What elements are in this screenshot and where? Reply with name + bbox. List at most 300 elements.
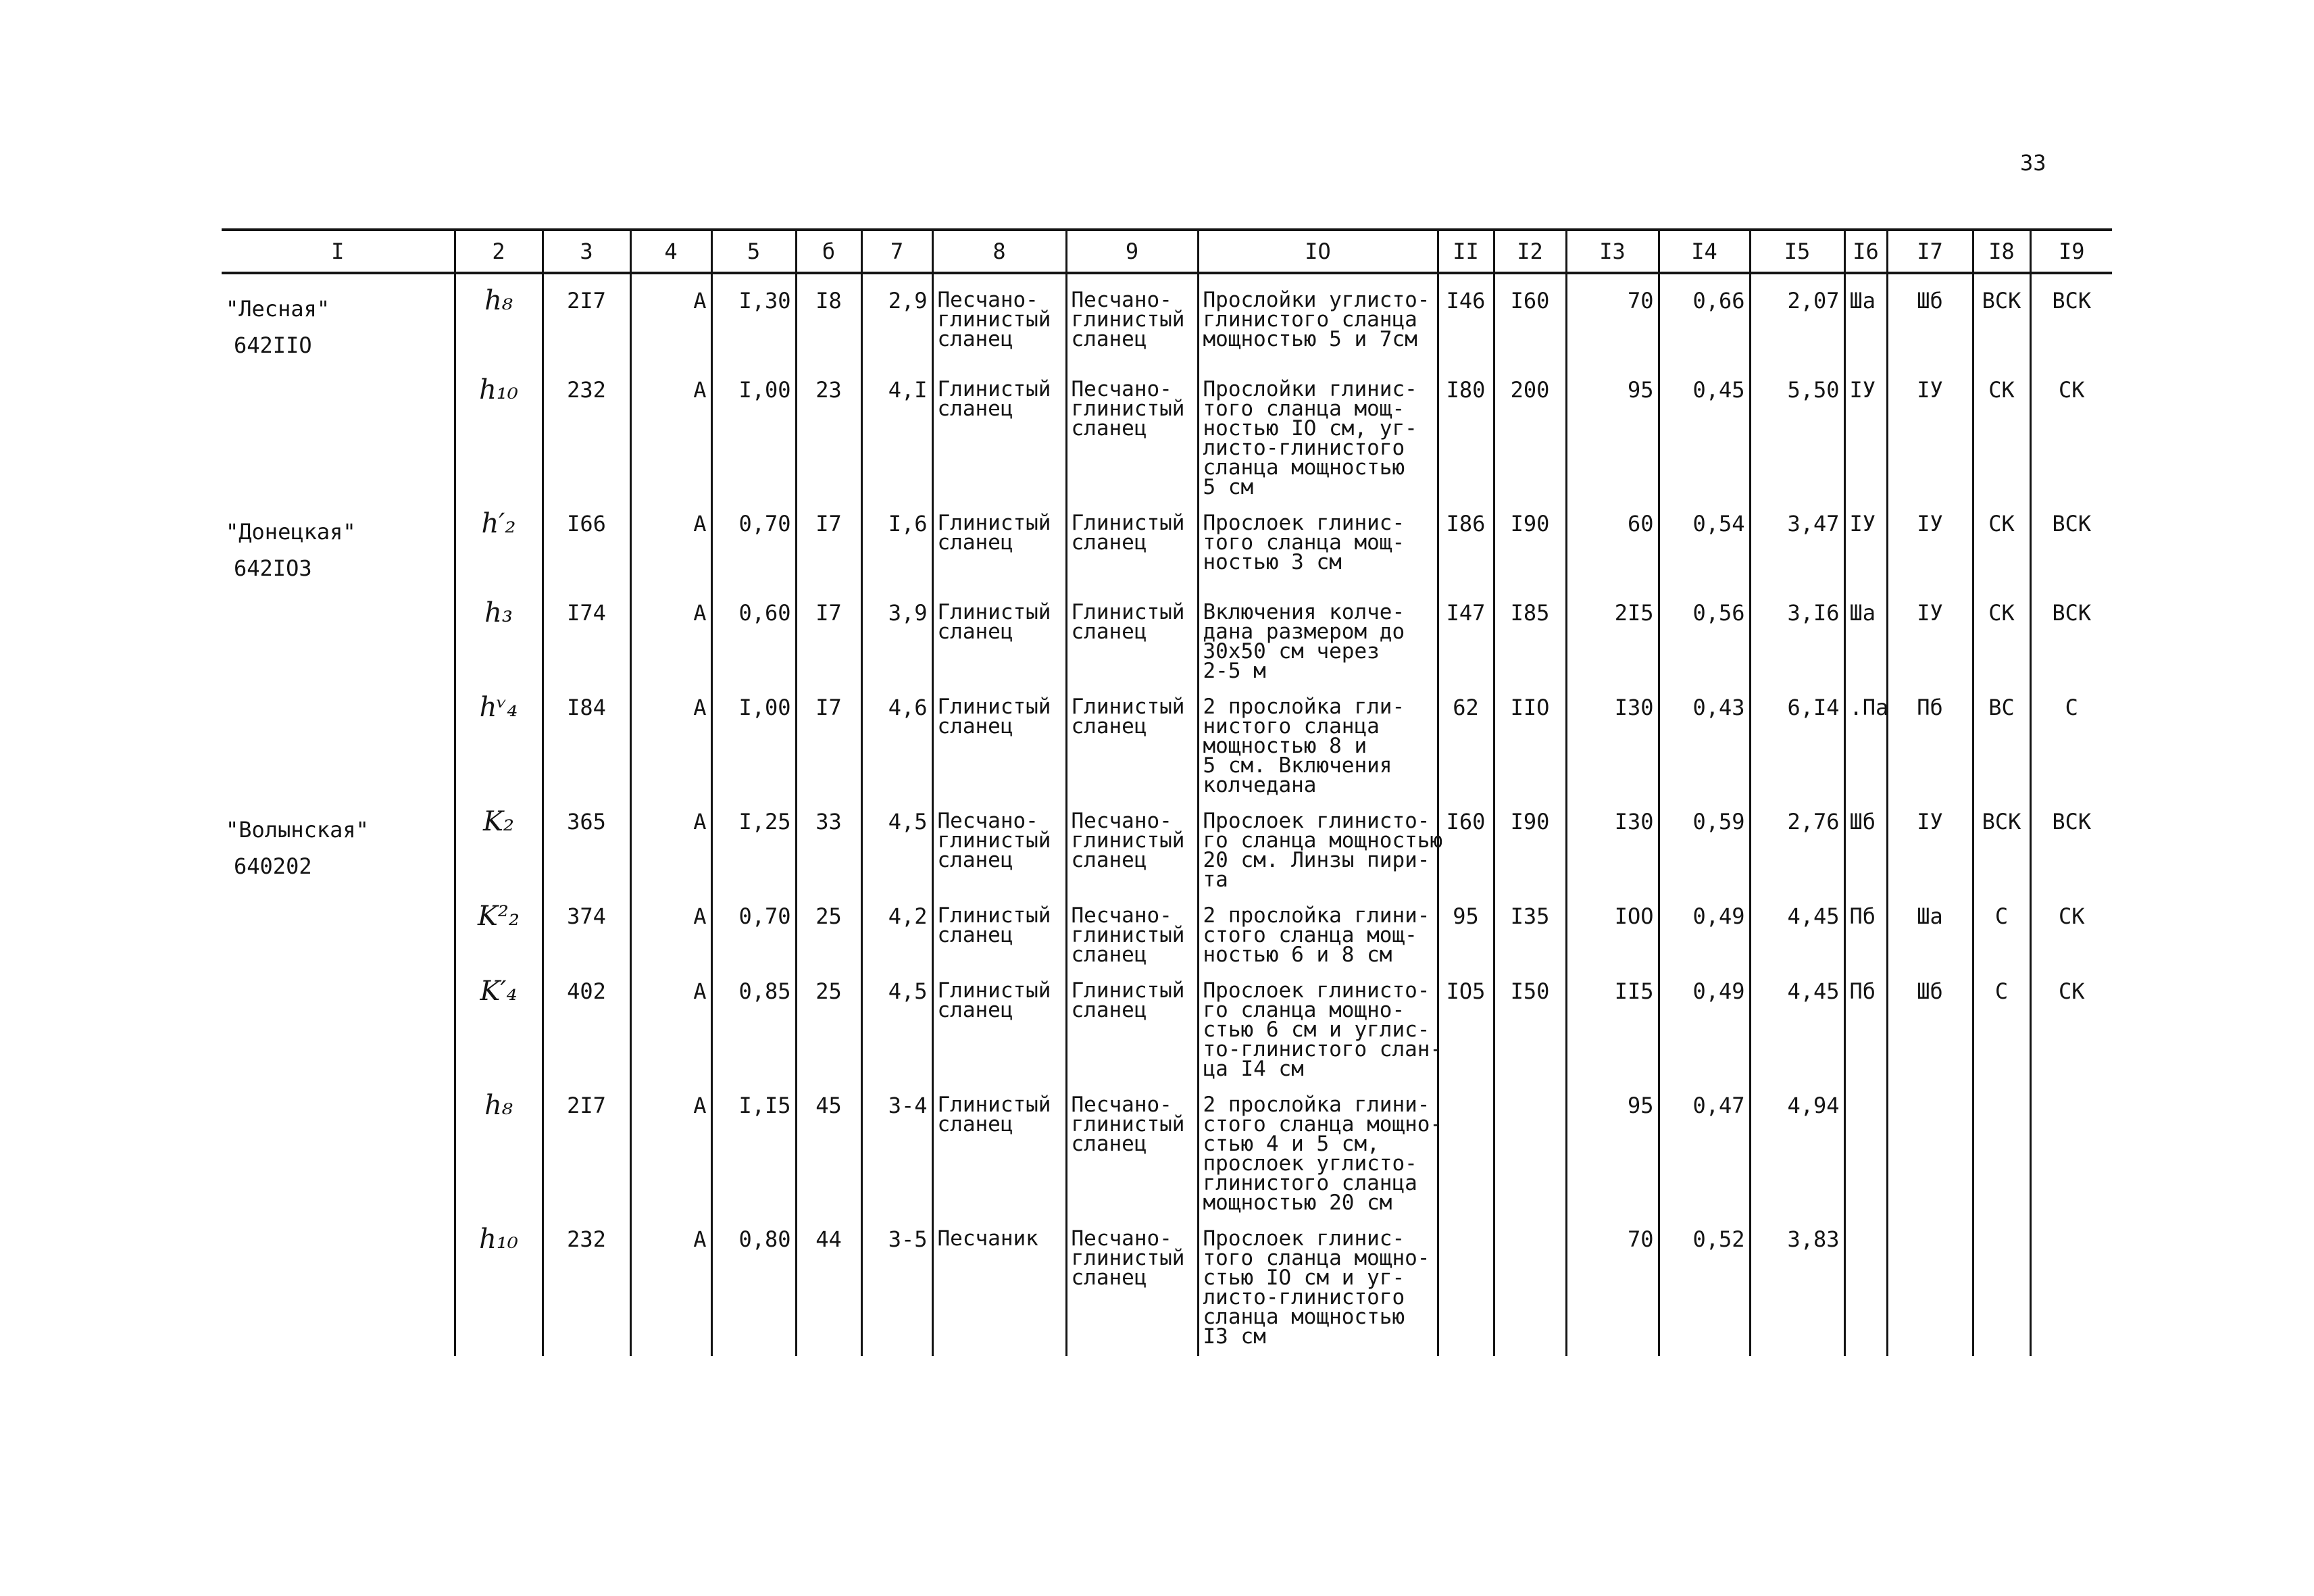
table-row (222, 681, 2112, 795)
note-text-line: то-глинистого слан- (1203, 1037, 1443, 1062)
category-value: A (630, 1079, 711, 1213)
note-text-line: 30x50 см через (1203, 639, 1380, 664)
angle-value: 25 (796, 965, 861, 1079)
note-text-line: та (1203, 868, 1228, 892)
floor-rock-line: Глинистый (1071, 511, 1185, 535)
table-row (222, 587, 2112, 681)
note-text-line: го сланца мощно- (1203, 998, 1405, 1022)
col14-value: 0,54 (1659, 497, 1750, 587)
thickness-value: I,I5 (711, 1079, 796, 1213)
col18-value: BCK (1973, 795, 2030, 890)
col12-value: I60 (1494, 273, 1566, 364)
category-value: A (630, 273, 711, 364)
seam-index: h′₂ (455, 497, 543, 587)
note-text (1198, 273, 1438, 364)
col17-value: Шб (1887, 965, 1973, 1079)
roof-rock-line: сланец (937, 923, 1013, 947)
note-text-line: глинистого сланца (1203, 307, 1417, 332)
table-row (222, 364, 2112, 497)
note-text (1198, 890, 1438, 965)
floor-rock (1066, 681, 1198, 795)
col11-value (1438, 1213, 1494, 1356)
col14-value: 0,56 (1659, 587, 1750, 681)
note-text (1198, 1079, 1443, 1215)
depth-value: 232 (543, 364, 630, 497)
col12-value: I90 (1494, 497, 1566, 587)
category-value: A (630, 497, 711, 587)
mine-cell (222, 273, 455, 364)
col-header: 4 (630, 230, 711, 273)
depth-value: I66 (543, 497, 630, 587)
note-text-line: Прослоек глинис- (1203, 1226, 1405, 1251)
floor-rock-line: сланец (1071, 943, 1147, 967)
col13-value: 70 (1566, 1213, 1659, 1356)
table-row (222, 1079, 2112, 1213)
floor-rock-line: глинистый (1071, 828, 1185, 853)
note-text-line: того сланца мощ- (1203, 530, 1405, 555)
angle-value: I8 (796, 273, 861, 364)
col17-value: IУ (1887, 364, 1973, 497)
col15-value: 6,I4 (1750, 681, 1844, 795)
col19-value: BCK (2030, 795, 2112, 890)
note-text-line: мощностью 20 см (1203, 1191, 1392, 1215)
note-text-line: стого сланца мощно- (1203, 1112, 1443, 1137)
col-header: 2 (455, 230, 543, 273)
roof-rock-line: глинистый (937, 307, 1051, 332)
col-header: I (222, 230, 455, 273)
col17-value (1887, 1079, 1973, 1213)
col13-value: 95 (1566, 1079, 1659, 1213)
col15-value: 3,I6 (1750, 587, 1844, 681)
category-value: A (630, 587, 711, 681)
category-value: A (630, 1213, 711, 1356)
floor-rock-line: Глинистый (1071, 695, 1185, 719)
floor-rock-line: Песчано- (1071, 1226, 1172, 1251)
floor-rock-line: Песчано- (1071, 377, 1172, 401)
coef-value: 3-5 (861, 1213, 932, 1356)
mine-cell (222, 795, 455, 890)
floor-rock-line: сланец (1071, 620, 1147, 644)
floor-rock-line: Глинистый (1071, 600, 1185, 624)
mine-cell (222, 965, 455, 1079)
col14-value: 0,49 (1659, 890, 1750, 965)
category-value: A (630, 965, 711, 1079)
note-text-line: того сланца мощ- (1203, 397, 1405, 421)
note-text (1198, 497, 1438, 587)
note-text (1198, 795, 1443, 892)
col11-value: I80 (1438, 364, 1494, 497)
depth-value: 374 (543, 890, 630, 965)
col16-value: IУ (1844, 497, 1887, 587)
mine-cell (222, 364, 455, 497)
depth-value: I74 (543, 587, 630, 681)
col16-value: Шб (1844, 795, 1887, 890)
coef-value: 2,9 (861, 273, 932, 364)
floor-rock-line: Глинистый (1071, 978, 1185, 1003)
note-text-line: 5 см (1203, 475, 1254, 499)
floor-rock-line: Песчано- (1071, 903, 1172, 928)
angle-value: 23 (796, 364, 861, 497)
col-header: 9 (1066, 230, 1198, 273)
note-text-line: прослоек углисто- (1203, 1151, 1417, 1176)
coef-value: 3-4 (861, 1079, 932, 1213)
col11-value: 62 (1438, 681, 1494, 795)
roof-rock-line: сланец (937, 327, 1013, 351)
depth-value: 402 (543, 965, 630, 1079)
note-text-line: листо-глинистого (1203, 436, 1405, 460)
floor-rock (1066, 497, 1198, 587)
note-text-line: мощностью 5 и 7см (1203, 327, 1417, 351)
col11-value: 95 (1438, 890, 1494, 965)
category-value: A (630, 890, 711, 965)
roof-rock (932, 497, 1066, 587)
col19-value (2030, 1079, 2112, 1213)
note-text-line: Включения колче- (1203, 600, 1405, 624)
note-text (1198, 965, 1443, 1081)
floor-rock (1066, 890, 1198, 965)
col19-value: BCK (2030, 497, 2112, 587)
floor-rock-line: глинистый (1071, 1246, 1185, 1270)
depth-value: I84 (543, 681, 630, 795)
col17-value: IУ (1887, 587, 1973, 681)
mine-cell (222, 681, 455, 795)
note-text-line: ностью 3 см (1203, 550, 1342, 574)
col-header: 5 (711, 230, 796, 273)
roof-rock (932, 1213, 1066, 1356)
roof-rock-line: Глинистый (937, 695, 1051, 719)
thickness-value: I,00 (711, 364, 796, 497)
angle-value: I7 (796, 681, 861, 795)
note-text-line: 2 прослойка глини- (1203, 903, 1430, 928)
col19-value: CK (2030, 965, 2112, 1079)
col-header: 3 (543, 230, 630, 273)
col16-value: Шa (1844, 273, 1887, 364)
roof-rock (932, 681, 1066, 795)
depth-value: 2I7 (543, 273, 630, 364)
col15-value: 5,50 (1750, 364, 1844, 497)
header-row (222, 230, 2112, 273)
table-row (222, 1213, 2112, 1356)
col17-value: IУ (1887, 795, 1973, 890)
floor-rock (1066, 587, 1198, 681)
note-text-line: мощностью 8 и (1203, 734, 1367, 758)
col12-value: I50 (1494, 965, 1566, 1079)
coef-value: 4,6 (861, 681, 932, 795)
col19-value: BCK (2030, 273, 2112, 364)
thickness-value: I,25 (711, 795, 796, 890)
col19-value: BCK (2030, 587, 2112, 681)
col-header: б (796, 230, 861, 273)
mine-code: 640202 (234, 853, 312, 879)
roof-rock-line: сланец (937, 1112, 1013, 1137)
col17-value: Шa (1887, 890, 1973, 965)
col-header: IO (1198, 230, 1438, 273)
note-text (1198, 1213, 1438, 1356)
col-header: I3 (1566, 230, 1659, 273)
roof-rock-line: Глинистый (937, 511, 1051, 535)
col12-value: 200 (1494, 364, 1566, 497)
roof-rock-line: сланец (937, 714, 1013, 739)
col14-value: 0,66 (1659, 273, 1750, 364)
coef-value: 4,I (861, 364, 932, 497)
note-text-line: Прослоек глинисто- (1203, 978, 1430, 1003)
note-text (1198, 364, 1438, 497)
note-text-line: 2 прослойка глини- (1203, 1093, 1430, 1117)
col19-value: CK (2030, 890, 2112, 965)
floor-rock (1066, 273, 1198, 364)
col11-value (1438, 1079, 1494, 1213)
mine-cell (222, 890, 455, 965)
col16-value (1844, 1213, 1887, 1356)
mine-code: 642IIO (234, 332, 312, 358)
col16-value (1844, 1079, 1887, 1213)
col14-value: 0,47 (1659, 1079, 1750, 1213)
roof-rock-line: сланец (937, 530, 1013, 555)
seam-index: K²₂ (455, 890, 543, 965)
thickness-value: I,30 (711, 273, 796, 364)
roof-rock (932, 1079, 1066, 1213)
seam-index: h₁₀ (455, 364, 543, 497)
mine-code: 642IO3 (234, 555, 312, 581)
note-text-line: 5 см. Включения (1203, 753, 1392, 778)
col13-value: I30 (1566, 795, 1659, 890)
roof-rock-line: Песчаник (937, 1226, 1038, 1251)
note-text-line: сланца мощностью (1203, 455, 1405, 480)
note-text-line: Прослоек глинис- (1203, 511, 1405, 535)
category-value: A (630, 681, 711, 795)
angle-value: I7 (796, 497, 861, 587)
seam-index: h₈ (455, 1079, 543, 1213)
col12-value: I85 (1494, 587, 1566, 681)
seam-index: h₃ (455, 587, 543, 681)
table-row (222, 497, 2112, 587)
col11-value: I60 (1438, 795, 1494, 890)
note-text-line: ностью 6 и 8 см (1203, 943, 1392, 967)
floor-rock-line: сланец (1071, 1132, 1147, 1156)
note-text-line: Прослойки углисто- (1203, 288, 1430, 312)
col15-value: 4,45 (1750, 890, 1844, 965)
col18-value (1973, 1213, 2030, 1356)
col17-value (1887, 1213, 1973, 1356)
page-number: 33 (2020, 150, 2046, 176)
roof-rock-line: сланец (937, 998, 1013, 1022)
col-header: 8 (932, 230, 1066, 273)
floor-rock (1066, 364, 1198, 497)
floor-rock-line: сланец (1071, 714, 1147, 739)
angle-value: 25 (796, 890, 861, 965)
col17-value: Пб (1887, 681, 1973, 795)
col16-value: Шa (1844, 587, 1887, 681)
col15-value: 4,94 (1750, 1079, 1844, 1213)
col18-value: C (1973, 890, 2030, 965)
col14-value: 0,43 (1659, 681, 1750, 795)
col-header: I7 (1887, 230, 1973, 273)
floor-rock (1066, 1079, 1198, 1213)
table-row (222, 965, 2112, 1079)
floor-rock (1066, 1213, 1198, 1356)
roof-rock-line: Глинистый (937, 600, 1051, 624)
col11-value: I86 (1438, 497, 1494, 587)
col18-value: CK (1973, 497, 2030, 587)
note-text-line: 2 прослойка гли- (1203, 695, 1405, 719)
col16-value: Пб (1844, 890, 1887, 965)
col12-value: I90 (1494, 795, 1566, 890)
angle-value: 44 (796, 1213, 861, 1356)
col19-value (2030, 1213, 2112, 1356)
roof-rock (932, 795, 1066, 890)
floor-rock-line: сланец (1071, 530, 1147, 555)
col14-value: 0,45 (1659, 364, 1750, 497)
col18-value: BC (1973, 681, 2030, 795)
seam-index: h₈ (455, 273, 543, 364)
roof-rock-line: Глинистый (937, 903, 1051, 928)
roof-rock (932, 364, 1066, 497)
table-row (222, 273, 2112, 364)
roof-rock (932, 890, 1066, 965)
col19-value: CK (2030, 364, 2112, 497)
seam-index: K₂ (455, 795, 543, 890)
roof-rock-line: Песчано- (937, 809, 1038, 833)
angle-value: I7 (796, 587, 861, 681)
note-text-line: того сланца мощно- (1203, 1246, 1430, 1270)
note-text-line: листо-глинистого (1203, 1285, 1405, 1310)
col11-value: IO5 (1438, 965, 1494, 1079)
thickness-value: I,00 (711, 681, 796, 795)
roof-rock (932, 965, 1066, 1079)
col13-value: I30 (1566, 681, 1659, 795)
col-header: I6 (1844, 230, 1887, 273)
col-header: II (1438, 230, 1494, 273)
col12-value: IIO (1494, 681, 1566, 795)
angle-value: 33 (796, 795, 861, 890)
thickness-value: 0,85 (711, 965, 796, 1079)
col19-value: C (2030, 681, 2112, 795)
col12-value (1494, 1213, 1566, 1356)
floor-rock-line: сланец (1071, 327, 1147, 351)
col18-value (1973, 1079, 2030, 1213)
note-text-line: стью 6 см и углис- (1203, 1018, 1430, 1042)
table-row (222, 795, 2112, 890)
roof-rock-line: Глинистый (937, 377, 1051, 401)
mine-cell (222, 1079, 455, 1213)
col13-value: 70 (1566, 273, 1659, 364)
col14-value: 0,59 (1659, 795, 1750, 890)
col18-value: C (1973, 965, 2030, 1079)
floor-rock-line: Песчано- (1071, 288, 1172, 312)
floor-rock-line: глинистый (1071, 397, 1185, 421)
note-text-line: колчедана (1203, 773, 1317, 797)
col13-value: 60 (1566, 497, 1659, 587)
seam-index: h₁₀ (455, 1213, 543, 1356)
mine-cell (222, 1213, 455, 1356)
col-header: I2 (1494, 230, 1566, 273)
coef-value: I,6 (861, 497, 932, 587)
note-text-line: дана размером до (1203, 620, 1405, 644)
note-text-line: Прослоек глинисто- (1203, 809, 1430, 833)
col13-value: IOO (1566, 890, 1659, 965)
col14-value: 0,49 (1659, 965, 1750, 1079)
col16-value: IУ (1844, 364, 1887, 497)
coef-value: 3,9 (861, 587, 932, 681)
floor-rock-line: глинистый (1071, 1112, 1185, 1137)
table-body (222, 273, 2112, 1356)
depth-value: 2I7 (543, 1079, 630, 1213)
category-value: A (630, 795, 711, 890)
note-text-line: 20 см. Линзы пири- (1203, 848, 1430, 872)
coef-value: 4,5 (861, 795, 932, 890)
table-row (222, 890, 2112, 965)
col14-value: 0,52 (1659, 1213, 1750, 1356)
note-text-line: ностью IO см, уг- (1203, 416, 1417, 441)
note-text-line: ца I4 см (1203, 1057, 1304, 1081)
col16-value: .Пa (1844, 681, 1887, 795)
col18-value: CK (1973, 587, 2030, 681)
roof-rock (932, 273, 1066, 364)
col13-value: II5 (1566, 965, 1659, 1079)
note-text-line: глинистого сланца (1203, 1171, 1417, 1195)
note-text-line: сланца мощностью (1203, 1305, 1405, 1329)
data-table (222, 228, 2112, 1356)
col15-value: 2,76 (1750, 795, 1844, 890)
note-text (1198, 587, 1438, 681)
note-text-line: стого сланца мощ- (1203, 923, 1417, 947)
floor-rock-line: Песчано- (1071, 809, 1172, 833)
thickness-value: 0,70 (711, 890, 796, 965)
note-text-line: 2-5 м (1203, 659, 1266, 683)
col15-value: 3,83 (1750, 1213, 1844, 1356)
col13-value: 95 (1566, 364, 1659, 497)
note-text-line: Прослойки глинис- (1203, 377, 1417, 401)
col15-value: 2,07 (1750, 273, 1844, 364)
col17-value: IУ (1887, 497, 1973, 587)
col-header: I9 (2030, 230, 2112, 273)
col12-value (1494, 1079, 1566, 1213)
depth-value: 232 (543, 1213, 630, 1356)
category-value: A (630, 364, 711, 497)
seam-index: hᵛ₄ (455, 681, 543, 795)
col18-value: CK (1973, 364, 2030, 497)
thickness-value: 0,60 (711, 587, 796, 681)
col18-value: BCK (1973, 273, 2030, 364)
mine-cell (222, 587, 455, 681)
note-text-line: стью IO см и уг- (1203, 1266, 1405, 1290)
roof-rock-line: глинистый (937, 828, 1051, 853)
roof-rock-line: сланец (937, 397, 1013, 421)
floor-rock-line: глинистый (1071, 307, 1185, 332)
floor-rock (1066, 795, 1198, 890)
depth-value: 365 (543, 795, 630, 890)
coef-value: 4,5 (861, 965, 932, 1079)
roof-rock-line: сланец (937, 848, 1013, 872)
col-header: I5 (1750, 230, 1844, 273)
floor-rock-line: Песчано- (1071, 1093, 1172, 1117)
floor-rock-line: сланец (1071, 998, 1147, 1022)
col-header: I4 (1659, 230, 1750, 273)
mine-cell (222, 497, 455, 587)
mine-name: "Донецкая" (226, 519, 356, 545)
col13-value: 2I5 (1566, 587, 1659, 681)
mine-name: "Лесная" (226, 296, 330, 322)
coef-value: 4,2 (861, 890, 932, 965)
floor-rock-line: сланец (1071, 1266, 1147, 1290)
mine-name: "Волынская" (226, 817, 369, 843)
thickness-value: 0,70 (711, 497, 796, 587)
seam-index: K′₄ (455, 965, 543, 1079)
floor-rock-line: сланец (1071, 416, 1147, 441)
roof-rock-line: Песчано- (937, 288, 1038, 312)
col-header: I8 (1973, 230, 2030, 273)
thickness-value: 0,80 (711, 1213, 796, 1356)
